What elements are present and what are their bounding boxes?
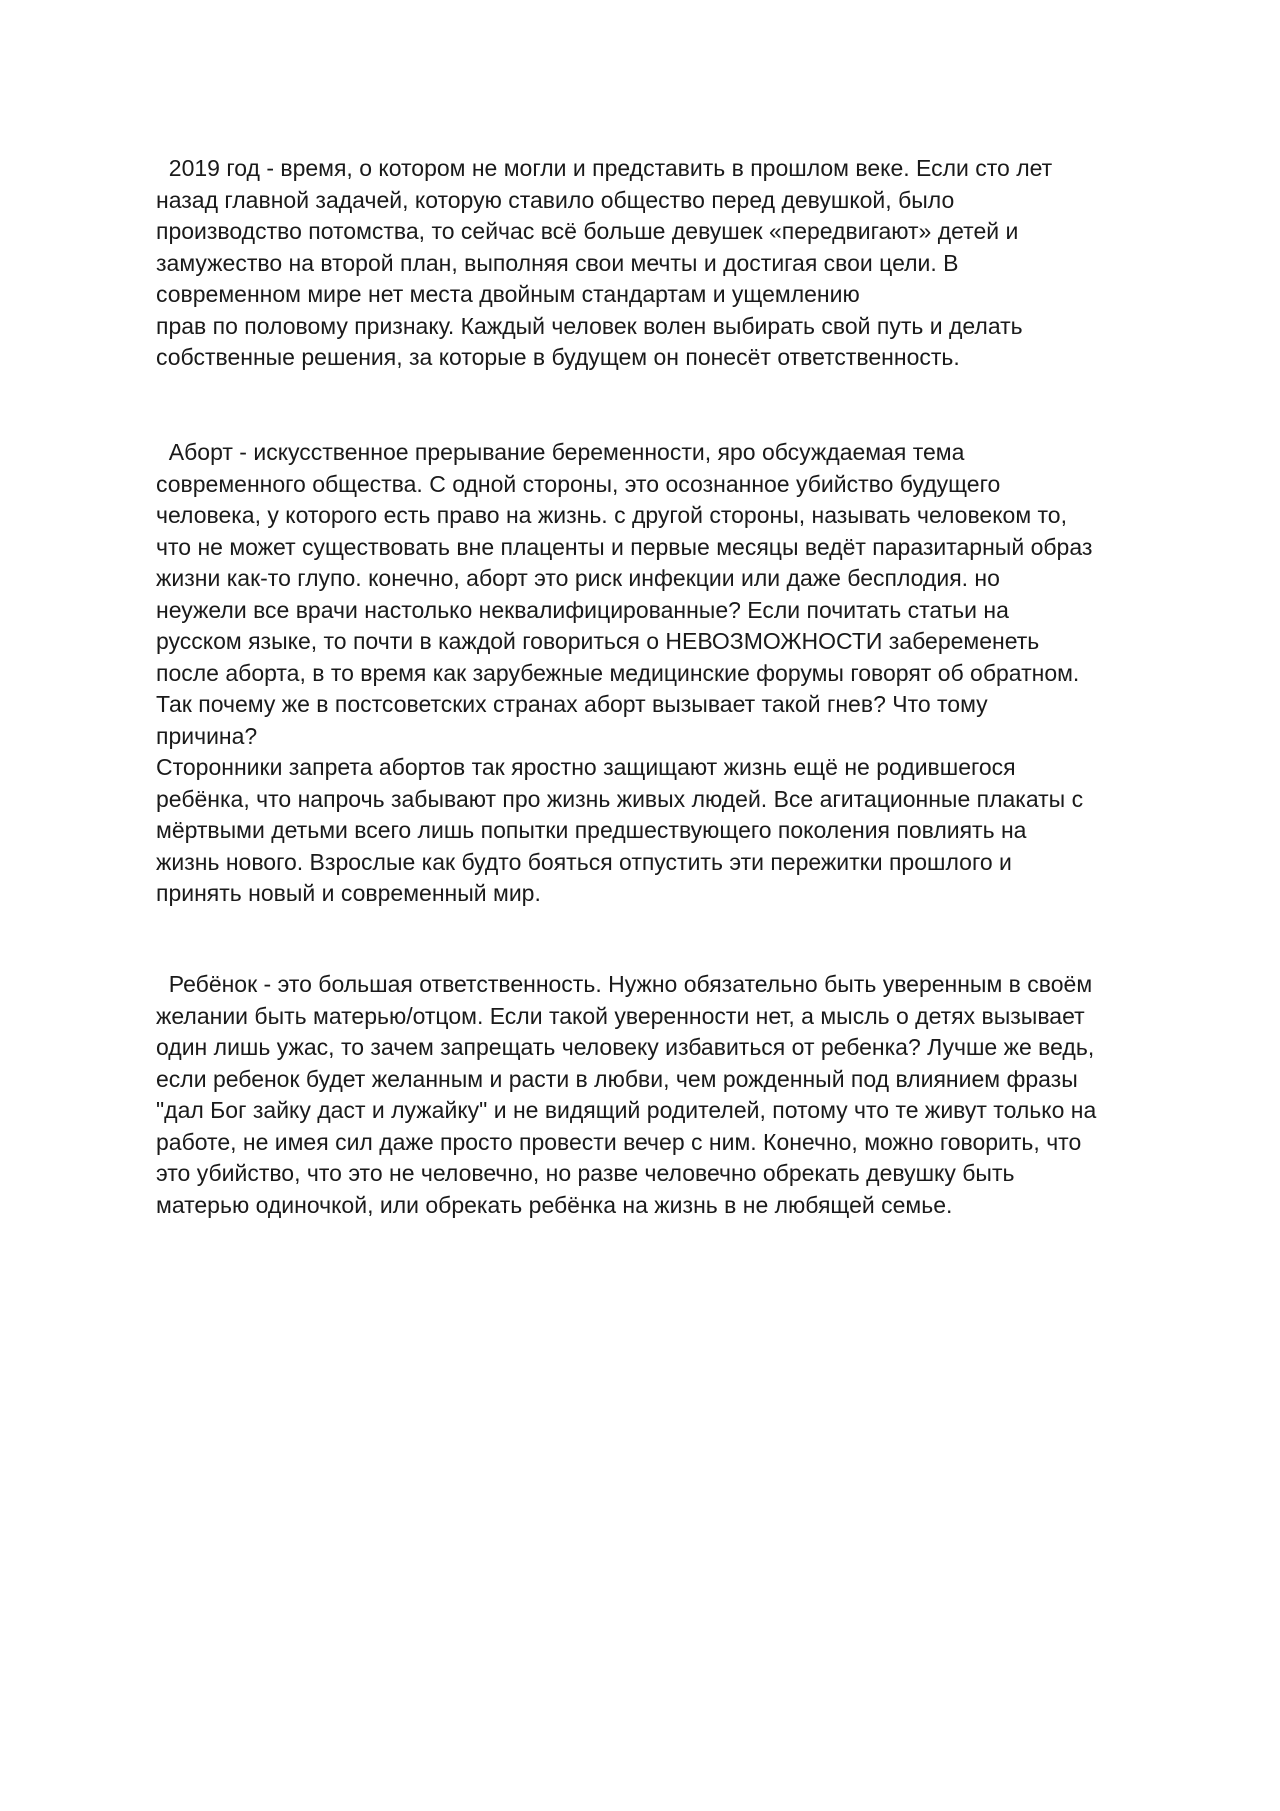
text-line: жизнь нового. Взрослые как будто бояться отпустить эти пережитки прошлого и: [156, 848, 1012, 875]
text-line: причина?: [156, 722, 258, 749]
text-line: один лишь ужас, то зачем запрещать человеку избавиться от ребенка? Лучше же ведь,: [156, 1034, 1095, 1060]
text-line: принять новый и современный мир.: [156, 880, 541, 906]
text-line: замужество на второй план, выполняя свои мечты и достигая свои цели. В: [156, 249, 959, 276]
text-line: современном мире нет места двойным стандартам и ущемлению: [156, 281, 860, 307]
text-line: собственные решения, за которые в будущем он понесёт ответственность.: [156, 344, 960, 370]
text-line: Сторонники запрета абортов так яростно защищают жизнь ещё не родившегося: [156, 754, 1016, 780]
text-line: мёртвыми детьми всего лишь попытки предшествующего поколения повлиять на: [156, 817, 1027, 843]
text-line: современного общества. С одной стороны, это осознанное убийство будущего: [156, 470, 1001, 497]
paragraph-year-2019: [156, 153, 1156, 374]
text-line: после аборта, в то время как зарубежные медицинские форумы говорят об обратном.: [156, 659, 1080, 686]
text-line: человека, у которого есть право на жизнь. с другой стороны, называть человеком то,: [156, 502, 1067, 528]
text-line: неужели все врачи настолько неквалифицированные? Если почитать статьи на: [156, 596, 1009, 623]
text-line: "дал Бог зайку даст и лужайку" и не видящий родителей, потому что те живут только на: [156, 1097, 1097, 1123]
text-line: желании быть матерью/отцом. Если такой уверенности нет, а мысль о детях вызывает: [156, 1002, 1085, 1029]
text-line: русском языке, то почти в каждой говориться о НЕВОЗМОЖНОСТИ забеременеть: [156, 628, 1040, 654]
paragraph-abortion: [156, 437, 1156, 910]
text-line: Аборт - искусственное прерывание беременности, яро обсуждаемая тема: [156, 439, 965, 465]
text-line: жизни как-то глупо. конечно, аборт это риск инфекции или даже бесплодия. но: [156, 565, 1000, 591]
text-line: это убийство, что это не человечно, но разве человечно обрекать девушку быть: [156, 1160, 1015, 1186]
text-line: ребёнка, что напрочь забывают про жизнь живых людей. Все агитационные плакаты с: [156, 785, 1084, 812]
text-line: работе, не имея сил даже просто провести вечер с ним. Конечно, можно говорить, что: [156, 1128, 1082, 1155]
paragraph-child-responsibility: [156, 969, 1156, 1221]
text-line: 2019 год - время, о котором не могли и представить в прошлом веке. Если сто лет: [156, 155, 1053, 181]
text-line: Так почему же в постсоветских странах аборт вызывает такой гнев? Что тому: [156, 691, 988, 717]
text-line: производство потомства, то сейчас всё больше девушек «передвигают» детей и: [156, 218, 1019, 244]
text-line: прав по половому признаку. Каждый человек волен выбирать свой путь и делать: [156, 312, 1023, 339]
text-line: что не может существовать вне плаценты и первые месяцы ведёт паразитарный образ: [156, 533, 1093, 560]
text-line: если ребенок будет желанным и расти в любви, чем рожденный под влиянием фразы: [156, 1065, 1078, 1092]
text-line: матерью одиночкой, или обрекать ребёнка на жизнь в не любящей семье.: [156, 1191, 953, 1218]
text-line: Ребёнок - это большая ответственность. Нужно обязательно быть уверенным в своём: [156, 971, 1093, 997]
text-line: назад главной задачей, которую ставило общество перед девушкой, было: [156, 186, 955, 213]
